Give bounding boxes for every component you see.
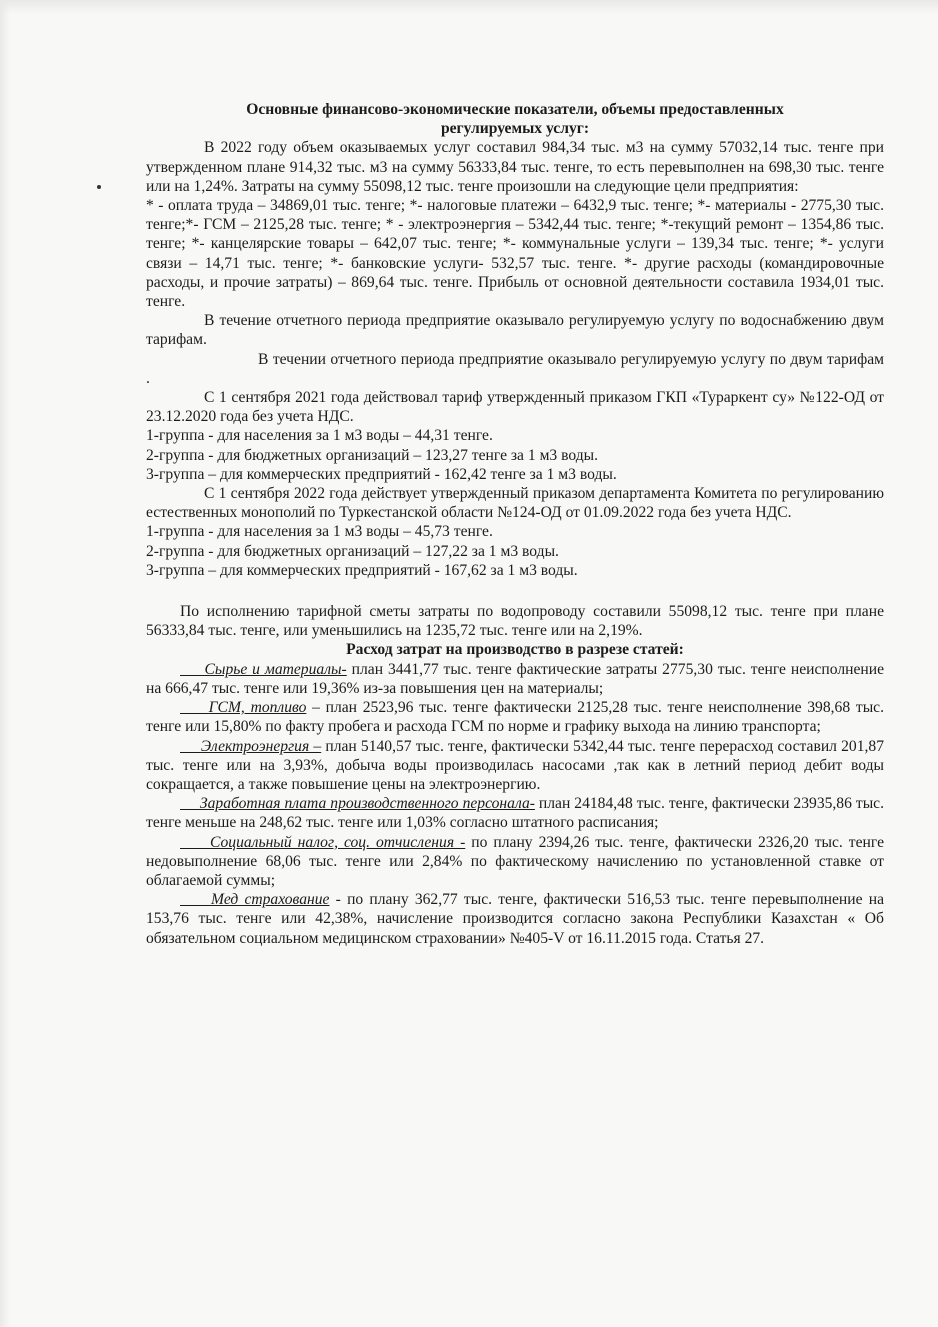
paragraph-expenses-list: * - оплата труда – 34869,01 тыс. тенге; *- налоговые платежи – 6432,9 тыс. тенге; *- материалы - 2775,30 тыс. тенге;*- ГСМ – 2125,28 тыс. тенге; * - электроэнергия – 5342,44 тыс. тенге; *-текущий ремонт – 1354,86 тыс. тенге; *- канцелярские товары – 642,07 тыс. тенге; *- коммунальные услуги – 139,34 тыс. тенге; *- услуги связи – 14,71 тыс. тенге; *- банковские услуги- 532,57 тыс. тенге. *- другие расходы (командировочные расходы, и прочие затраты) – 869,64 тыс. тенге. Прибыль от основной деятельности составила 1934,01 тыс. тенге. xyxy=(146,197,884,311)
scan-speck xyxy=(97,185,101,189)
document-title-line-2: регулируемых услуг: xyxy=(440,120,590,138)
scan-edge-left xyxy=(0,0,10,1327)
scan-edge-top xyxy=(0,0,938,14)
cost-item-text: - по плану 362,77 тыс. тенге, фактически 516,53 тыс. тенге перевыполнение на 153,76 тыс. тенге или 42,38%, начисление производится согласно закона Республики Казахстан « Об обязательном социальном медицинском страховании» №405-V от 16.11.2015 года. Статья 27. xyxy=(146,891,884,947)
cost-item-label: Социальный налог, соц. отчисления - xyxy=(209,833,466,851)
cost-item-label: Мед страхование xyxy=(211,891,330,909)
paragraph-tariff-2021: С 1 сентября 2021 года действовал тариф утвержденный приказом ГКП «Тураркент су» №122-ОД от 23.12.2020 года без учета НДС. xyxy=(146,389,884,426)
tariff-2021-group-3: 3-группа – для коммерческих предприятий - 162,42 тенге за 1 м3 воды. xyxy=(146,465,617,483)
paragraph-tariff-2022: С 1 сентября 2022 года действует утвержденный приказом департамента Комитета по регулированию естественных монополий по Туркестанской области №124-ОД от 01.09.2022 года без учета НДС. xyxy=(146,485,884,522)
tariff-2022-group-2: 2-группа - для бюджетных организаций – 127,22 за 1 м3 воды. xyxy=(146,542,559,560)
document-body xyxy=(146,100,884,948)
tariff-2022-group-3: 3-группа – для коммерческих предприятий - 167,62 за 1 м3 воды. xyxy=(146,561,578,579)
cost-item-medical-insurance xyxy=(146,890,884,948)
cost-item-label: Заработная плата производственного персонала- xyxy=(199,795,535,813)
cost-item-materials xyxy=(146,660,884,698)
cost-item-text: план 24184,48 тыс. тенге, фактически 23935,86 тыс. тенге меньше на 248,62 тыс. тенге или 1,03% согласно штатного расписания; xyxy=(146,795,884,832)
paragraph-tariffs-repeat: В течении отчетного периода предприятие оказывало регулируемую услугу по двум тарифам . xyxy=(146,350,884,387)
cost-item-label: Сырье и материалы- xyxy=(204,660,347,678)
cost-item-fuel xyxy=(146,698,884,736)
paragraph-volume: В 2022 году объем оказываемых услуг составил 984,34 тыс. м3 на сумму 57032,14 тыс. тенге при утвержденном плане 914,32 тыс. м3 на сумму 56333,84 тыс. тенге, то есть перевыполнен на 698,30 тыс. тенге или на 1,24%. Затраты на сумму 55098,12 тыс. тенге произошли на следующие цели предприятия: xyxy=(146,139,884,195)
spacer xyxy=(146,580,884,602)
paragraph-estimate: По исполнению тарифной сметы затраты по водопроводу составили 55098,12 тыс. тенге при плане 56333,84 тыс. тенге, или уменьшились на 1235,72 тыс. тенге или на 2,19%. xyxy=(146,603,884,640)
cost-item-salary xyxy=(146,794,884,832)
cost-item-text: план 5140,57 тыс. тенге, фактически 5342,44 тыс. тенге перерасход составил 201,87 тыс. тенге или на 3,93%, добыча воды производилась насосами ,так как в летний период дебит воды сокращается, а также повышение цены на электроэнергию. xyxy=(146,737,884,793)
tariff-2021-group-2: 2-группа - для бюджетных организаций – 123,27 тенге за 1 м3 воды. xyxy=(146,446,599,464)
cost-item-text: – план 2523,96 тыс. тенге фактически 2125,28 тыс. тенге неисполнение 398,68 тыс. тенге или 15,80% по факту пробега и расхода ГСМ по норме и графику выхода на линию транспорта; xyxy=(146,699,884,736)
cost-item-text: по плану 2394,26 тыс. тенге, фактически 2326,20 тыс. тенге недовыполнение 68,06 тыс. тенге или 2,84% по фактическому начислению по установленной ставке от облагаемой суммы; xyxy=(146,833,884,889)
paragraph-tariffs-intro: В течение отчетного периода предприятие оказывало регулируемую услугу по водоснабжению двум тарифам. xyxy=(146,312,884,349)
section-subtitle: Расход затрат на производство в разрезе статей: xyxy=(346,641,684,659)
tariff-2022-group-1: 1-группа - для населения за 1 м3 воды – 45,73 тенге. xyxy=(146,523,493,541)
document-title-line-1: Основные финансово-экономические показатели, объемы предоставленных xyxy=(246,101,784,118)
cost-item-text: план 3441,77 тыс. тенге фактические затраты 2775,30 тыс. тенге неисполнение на 666,47 тыс. тенге или 19,36% из-за повышения цен на материалы; xyxy=(146,660,884,697)
tariff-2021-group-1: 1-группа - для населения за 1 м3 воды – 44,31 тенге. xyxy=(146,427,493,445)
cost-item-electricity xyxy=(146,737,884,795)
cost-item-label: ГСМ, топливо xyxy=(208,699,307,717)
cost-item-social-tax xyxy=(146,833,884,891)
cost-item-label: Электроэнергия – xyxy=(200,737,322,755)
